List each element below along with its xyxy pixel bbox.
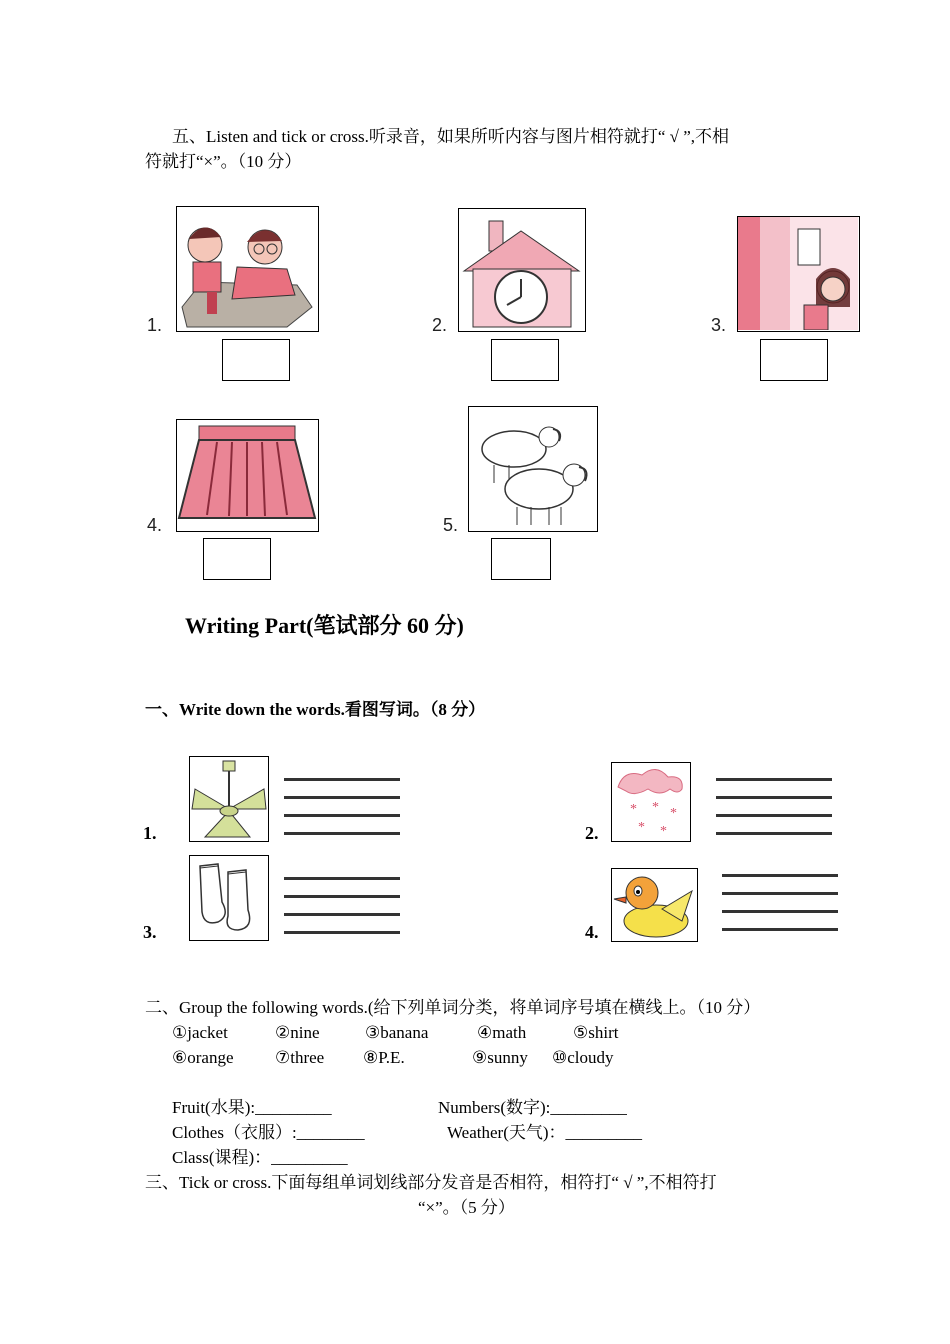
section1-heading: 一、Write down the words.看图写词。（8 分） [145,700,486,719]
socks-picture [189,855,269,941]
write-lines[interactable] [716,778,832,850]
class-answer-line[interactable]: Class(课程)：_________ [172,1148,348,1167]
word-option: ③banana [365,1023,429,1042]
weather-answer-line[interactable]: Weather(天气)：_________ [447,1123,643,1142]
svg-text:*: * [652,800,659,815]
numbers-answer-line[interactable]: Numbers(数字):_________ [438,1098,627,1117]
clothes-answer-line[interactable]: Clothes（衣服）:________ [172,1123,365,1142]
section3-heading-line2: “×”。（5 分） [418,1198,515,1217]
item-number: 2. [432,315,448,335]
svg-text:*: * [660,824,667,839]
section2-heading: 二、Group the following words.(给下列单词分类，将单词序号填在横线上。（10 分） [145,998,761,1017]
answer-box[interactable] [222,339,290,381]
word-option: ①jacket [172,1023,228,1042]
svg-text:*: * [670,806,677,821]
item-number: 2. [585,823,599,843]
word-option: ⑨sunny [472,1048,528,1067]
word-option: ⑩cloudy [552,1048,614,1067]
write-lines[interactable] [722,874,838,946]
section5-instruction-line2: 符就打“×”。（10 分） [145,152,302,171]
skirt-picture [176,419,319,532]
fruit-answer-line[interactable]: Fruit(水果):_________ [172,1098,332,1117]
snowy-cloud-picture [611,762,691,842]
children-sitting-picture [176,206,319,332]
word-option: ②nine [275,1023,320,1042]
girl-room-picture [737,216,860,332]
svg-text:*: * [638,820,645,835]
sheep-picture [468,406,598,532]
word-option: ④math [477,1023,527,1042]
write-lines[interactable] [284,877,400,949]
writing-part-title: Writing Part(笔试部分 60 分) [185,613,464,638]
item-number: 3. [711,315,727,335]
answer-box[interactable] [760,339,828,381]
duck-picture [611,868,698,942]
word-option: ⑤shirt [573,1023,619,1042]
answer-box[interactable] [491,339,559,381]
item-number: 1. [143,823,157,843]
item-number: 5. [443,515,459,535]
word-option: ⑦three [275,1048,325,1067]
svg-text:*: * [630,802,637,817]
section3-heading-line1: 三、Tick or cross.下面每组单词划线部分发音是否相符，相符打“ √ ”,不相符打 [145,1173,717,1192]
clock-house-picture [458,208,586,332]
answer-box[interactable] [203,538,271,580]
item-number: 3. [143,922,157,942]
answer-box[interactable] [491,538,551,580]
item-number: 1. [147,315,163,335]
section5-instruction-line1: 五、Listen and tick or cross.听录音，如果所听内容与图片相符就打“ √ ”,不相 [172,127,730,146]
word-option: ⑥orange [172,1048,234,1067]
write-lines[interactable] [284,778,400,850]
item-number: 4. [585,922,599,942]
item-number: 4. [147,515,163,535]
ceiling-fan-picture [189,756,269,842]
word-option: ⑧P.E. [363,1048,405,1067]
